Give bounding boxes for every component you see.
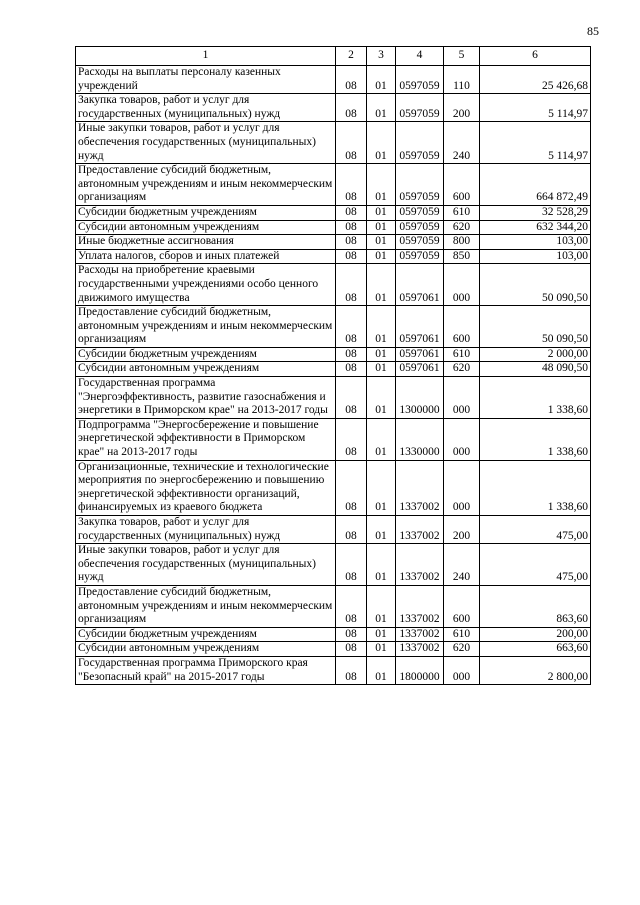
row-vr-cell: 620 <box>444 220 480 235</box>
table-row <box>76 377 591 419</box>
row-razdel-cell: 08 <box>336 66 367 94</box>
row-razdel-cell: 08 <box>336 235 367 250</box>
row-csr-cell: 1337002 <box>396 585 444 627</box>
row-name-cell: Расходы на приобретение краевыми государственными учреждениями особо ценного движимого имущества <box>76 264 336 306</box>
row-podrazdel-cell: 01 <box>367 249 396 264</box>
row-name-cell: Организационные, технические и технологические мероприятия по энергосбережению и повышению энергетической эффективности организаций, финансируемых из краевого бюджета <box>76 460 336 515</box>
row-razdel-cell: 08 <box>336 220 367 235</box>
row-vr-cell: 240 <box>444 544 480 586</box>
row-csr-cell: 0597061 <box>396 264 444 306</box>
row-csr-cell: 0597059 <box>396 66 444 94</box>
row-razdel-cell: 08 <box>336 544 367 586</box>
table-row <box>76 122 591 164</box>
header-row <box>76 47 591 66</box>
table-row <box>76 347 591 362</box>
row-csr-cell: 1337002 <box>396 544 444 586</box>
row-csr-cell: 1330000 <box>396 418 444 460</box>
row-amount-cell: 1 338,60 <box>480 377 591 419</box>
row-vr-cell: 610 <box>444 205 480 220</box>
row-amount-cell: 1 338,60 <box>480 460 591 515</box>
row-razdel-cell: 08 <box>336 627 367 642</box>
row-csr-cell: 0597059 <box>396 249 444 264</box>
table-row <box>76 306 591 348</box>
row-vr-cell: 850 <box>444 249 480 264</box>
row-csr-cell: 1300000 <box>396 377 444 419</box>
row-vr-cell: 000 <box>444 460 480 515</box>
row-amount-cell: 2 800,00 <box>480 656 591 684</box>
row-name-cell: Субсидии автономным учреждениям <box>76 220 336 235</box>
row-podrazdel-cell: 01 <box>367 585 396 627</box>
table-row <box>76 418 591 460</box>
row-amount-cell: 25 426,68 <box>480 66 591 94</box>
table-row <box>76 627 591 642</box>
row-amount-cell: 48 090,50 <box>480 362 591 377</box>
row-vr-cell: 610 <box>444 627 480 642</box>
row-podrazdel-cell: 01 <box>367 205 396 220</box>
header-cell-2: 2 <box>336 47 367 66</box>
row-amount-cell: 475,00 <box>480 544 591 586</box>
row-name-cell: Закупка товаров, работ и услуг для государственных (муниципальных) нужд <box>76 516 336 544</box>
row-podrazdel-cell: 01 <box>367 362 396 377</box>
row-amount-cell: 50 090,50 <box>480 306 591 348</box>
row-podrazdel-cell: 01 <box>367 220 396 235</box>
row-name-cell: Субсидии бюджетным учреждениям <box>76 347 336 362</box>
row-name-cell: Предоставление субсидий бюджетным, автономным учреждениям и иным некоммерческим организациям <box>76 164 336 206</box>
row-vr-cell: 000 <box>444 656 480 684</box>
row-vr-cell: 000 <box>444 418 480 460</box>
row-vr-cell: 620 <box>444 362 480 377</box>
row-vr-cell: 000 <box>444 377 480 419</box>
row-razdel-cell: 08 <box>336 642 367 657</box>
row-csr-cell: 1337002 <box>396 642 444 657</box>
table-body <box>76 66 591 685</box>
row-podrazdel-cell: 01 <box>367 656 396 684</box>
row-razdel-cell: 08 <box>336 656 367 684</box>
row-podrazdel-cell: 01 <box>367 627 396 642</box>
row-name-cell: Предоставление субсидий бюджетным, автономным учреждениям и иным некоммерческим организациям <box>76 585 336 627</box>
table-row <box>76 362 591 377</box>
row-csr-cell: 0597061 <box>396 347 444 362</box>
header-cell-3: 3 <box>367 47 396 66</box>
row-amount-cell: 5 114,97 <box>480 122 591 164</box>
table-row <box>76 656 591 684</box>
row-podrazdel-cell: 01 <box>367 642 396 657</box>
row-razdel-cell: 08 <box>336 516 367 544</box>
table-row <box>76 249 591 264</box>
header-cell-6: 6 <box>480 47 591 66</box>
table-row <box>76 585 591 627</box>
row-razdel-cell: 08 <box>336 377 367 419</box>
row-name-cell: Расходы на выплаты персоналу казенных учреждений <box>76 66 336 94</box>
row-csr-cell: 0597059 <box>396 164 444 206</box>
table-row <box>76 264 591 306</box>
row-podrazdel-cell: 01 <box>367 460 396 515</box>
row-amount-cell: 103,00 <box>480 249 591 264</box>
table-row <box>76 220 591 235</box>
row-podrazdel-cell: 01 <box>367 264 396 306</box>
row-razdel-cell: 08 <box>336 306 367 348</box>
row-csr-cell: 0597059 <box>396 122 444 164</box>
row-amount-cell: 664 872,49 <box>480 164 591 206</box>
row-csr-cell: 0597061 <box>396 306 444 348</box>
row-name-cell: Подпрограмма "Энергосбережение и повышение энергетической эффективности в Приморском крае" на 2013-2017 годы <box>76 418 336 460</box>
row-amount-cell: 103,00 <box>480 235 591 250</box>
header-cell-1: 1 <box>76 47 336 66</box>
row-csr-cell: 0597059 <box>396 235 444 250</box>
table-row <box>76 94 591 122</box>
row-razdel-cell: 08 <box>336 460 367 515</box>
row-razdel-cell: 08 <box>336 94 367 122</box>
row-podrazdel-cell: 01 <box>367 544 396 586</box>
row-name-cell: Уплата налогов, сборов и иных платежей <box>76 249 336 264</box>
row-podrazdel-cell: 01 <box>367 235 396 250</box>
row-podrazdel-cell: 01 <box>367 347 396 362</box>
row-podrazdel-cell: 01 <box>367 164 396 206</box>
row-csr-cell: 1337002 <box>396 627 444 642</box>
row-podrazdel-cell: 01 <box>367 66 396 94</box>
header-cell-4: 4 <box>396 47 444 66</box>
table-row <box>76 544 591 586</box>
table-row <box>76 516 591 544</box>
row-csr-cell: 1800000 <box>396 656 444 684</box>
row-name-cell: Субсидии бюджетным учреждениям <box>76 205 336 220</box>
row-name-cell: Государственная программа Приморского края "Безопасный край" на 2015-2017 годы <box>76 656 336 684</box>
table-row <box>76 66 591 94</box>
row-name-cell: Субсидии автономным учреждениям <box>76 362 336 377</box>
budget-table <box>75 46 591 685</box>
row-name-cell: Государственная программа "Энергоэффективность, развитие газоснабжения и энергетики в Приморском крае" на 2013-2017 годы <box>76 377 336 419</box>
row-csr-cell: 0597059 <box>396 220 444 235</box>
row-vr-cell: 200 <box>444 516 480 544</box>
row-vr-cell: 240 <box>444 122 480 164</box>
row-csr-cell: 0597059 <box>396 205 444 220</box>
row-amount-cell: 32 528,29 <box>480 205 591 220</box>
row-name-cell: Иные закупки товаров, работ и услуг для обеспечения государственных (муниципальных) нужд <box>76 122 336 164</box>
row-vr-cell: 110 <box>444 66 480 94</box>
table-row <box>76 642 591 657</box>
row-razdel-cell: 08 <box>336 362 367 377</box>
row-amount-cell: 632 344,20 <box>480 220 591 235</box>
row-podrazdel-cell: 01 <box>367 122 396 164</box>
table-row <box>76 164 591 206</box>
row-csr-cell: 0597059 <box>396 94 444 122</box>
row-name-cell: Иные бюджетные ассигнования <box>76 235 336 250</box>
row-csr-cell: 1337002 <box>396 460 444 515</box>
row-vr-cell: 200 <box>444 94 480 122</box>
row-csr-cell: 1337002 <box>396 516 444 544</box>
row-amount-cell: 863,60 <box>480 585 591 627</box>
row-name-cell: Субсидии автономным учреждениям <box>76 642 336 657</box>
row-vr-cell: 620 <box>444 642 480 657</box>
row-name-cell: Субсидии бюджетным учреждениям <box>76 627 336 642</box>
row-razdel-cell: 08 <box>336 418 367 460</box>
row-podrazdel-cell: 01 <box>367 516 396 544</box>
row-razdel-cell: 08 <box>336 164 367 206</box>
row-vr-cell: 600 <box>444 585 480 627</box>
row-razdel-cell: 08 <box>336 585 367 627</box>
row-razdel-cell: 08 <box>336 264 367 306</box>
row-podrazdel-cell: 01 <box>367 418 396 460</box>
header-cell-5: 5 <box>444 47 480 66</box>
table-row <box>76 460 591 515</box>
row-podrazdel-cell: 01 <box>367 94 396 122</box>
row-razdel-cell: 08 <box>336 249 367 264</box>
row-podrazdel-cell: 01 <box>367 306 396 348</box>
row-amount-cell: 663,60 <box>480 642 591 657</box>
row-amount-cell: 50 090,50 <box>480 264 591 306</box>
table-row <box>76 205 591 220</box>
row-amount-cell: 1 338,60 <box>480 418 591 460</box>
page-number: 85 <box>587 24 599 38</box>
row-name-cell: Предоставление субсидий бюджетным, автономным учреждениям и иным некоммерческим организациям <box>76 306 336 348</box>
row-razdel-cell: 08 <box>336 347 367 362</box>
row-podrazdel-cell: 01 <box>367 377 396 419</box>
row-amount-cell: 200,00 <box>480 627 591 642</box>
row-name-cell: Закупка товаров, работ и услуг для государственных (муниципальных) нужд <box>76 94 336 122</box>
row-vr-cell: 600 <box>444 164 480 206</box>
row-vr-cell: 800 <box>444 235 480 250</box>
row-amount-cell: 475,00 <box>480 516 591 544</box>
row-name-cell: Иные закупки товаров, работ и услуг для обеспечения государственных (муниципальных) нужд <box>76 544 336 586</box>
row-razdel-cell: 08 <box>336 122 367 164</box>
row-vr-cell: 000 <box>444 264 480 306</box>
row-amount-cell: 2 000,00 <box>480 347 591 362</box>
table-row <box>76 235 591 250</box>
row-vr-cell: 600 <box>444 306 480 348</box>
row-razdel-cell: 08 <box>336 205 367 220</box>
row-vr-cell: 610 <box>444 347 480 362</box>
row-amount-cell: 5 114,97 <box>480 94 591 122</box>
row-csr-cell: 0597061 <box>396 362 444 377</box>
